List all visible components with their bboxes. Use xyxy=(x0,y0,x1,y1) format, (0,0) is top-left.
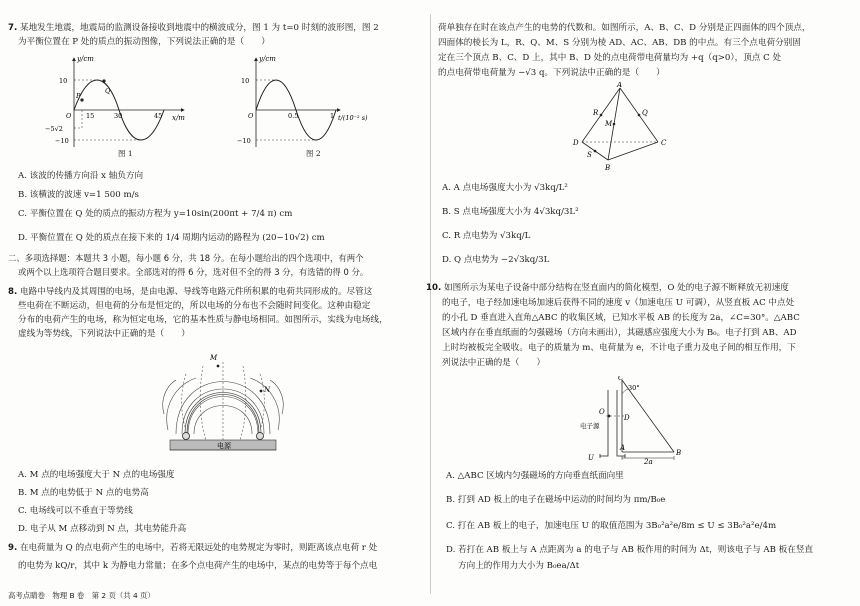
section2-line1: 二、多项选择题：本题共 3 小题，每小题 6 分，共 18 分。在每小题给出的四个选项中，有两个 xyxy=(8,253,364,263)
q10-line1: 10. 如图所示为某电子设备中部分结构在竖直面内的简化模型，O 处的电子源不断释放无初速度 xyxy=(426,283,789,293)
q7-fig2-ylabel: y/cm xyxy=(259,55,276,63)
q8-number: 8. xyxy=(8,287,18,297)
q10-label-o: O xyxy=(599,408,605,416)
q9-label-b: B xyxy=(605,164,611,172)
q9-line4: 四面体的棱长为 L，R、Q、M、S 分别为棱 AD、AC、AB、DB 的中点。有三个点电荷分别固 xyxy=(438,38,801,48)
q9-label-c: C xyxy=(661,139,667,147)
q9-option-c[interactable]: C. R 点电势为 √3kq/L xyxy=(442,231,531,241)
section2-line2: 或两个以上选项符合题目要求。全部选对的得 6 分，选对但不全的得 3 分，有选错的得 0 分。 xyxy=(18,267,369,277)
q9-label-q: Q xyxy=(642,109,648,117)
q10-option-d-line2[interactable]: 方向上的作用力大小为 B₀ea/Δt xyxy=(458,561,580,571)
q10-label-a: A xyxy=(620,444,626,452)
q8-line2: 些电荷在不断运动，但电荷的分布是恒定的，所以电场的分布也不会随时间变化。这种由稳定 xyxy=(18,301,371,311)
page-footer: 高考点睛卷 物理 B 卷 第 2 页（共 4 页） xyxy=(8,591,155,600)
q7-fig1-caption: 图 1 xyxy=(118,149,133,158)
q9-line6: 的点电荷带电荷量为 −√3 q。下列说法中正确的是（ ） xyxy=(438,68,665,78)
q9-option-b[interactable]: B. S 点电场强度大小为 4√3kq/3L² xyxy=(442,207,579,217)
q8-label-source: 电源 xyxy=(217,442,231,450)
q7-fig1-tick-y3: −10 xyxy=(55,137,69,145)
q10-label-d: D xyxy=(624,414,630,422)
q9-line3: 荷单独存在时在该点产生的电势的代数和。如图所示，A、B、C、D 分别是正四面体的四个顶点， xyxy=(438,23,811,33)
q9-label-d: D xyxy=(573,139,579,147)
q7-fig1-tick-x1: 15 xyxy=(86,112,95,120)
q8-option-a[interactable]: A. M 点的电场强度大于 N 点的电场强度 xyxy=(18,470,175,480)
q9-line2: 的电势为 kQ/r，其中 k 为静电力常量；在多个点电荷产生的电场中，某点的电势等于每个点电 xyxy=(18,561,378,571)
q7-fig2-tick-x2: 1 xyxy=(330,112,335,120)
q8-line3: 分布的电荷产生的电场，称为恒定电场，它的基本性质与静电场相同。如图所示，实线为电场线， xyxy=(18,315,388,325)
q7-fig1-tick-y2: −5√2 xyxy=(45,125,63,133)
q10-line3: 的小孔 D 垂直进入直角△ABC 的收集区域，已知水平板 AB 的长度为 2a，∠C=30°。△ABC xyxy=(442,313,800,323)
q10-option-d-line1[interactable]: D. 若打在 AB 板上与 A 点距离为 a 的电子与 AB 板作用的时间为 Δt，则该电子与 AB 板在竖直 xyxy=(446,545,814,555)
column-divider xyxy=(430,14,431,594)
q9-option-a[interactable]: A. A 点电场强度大小为 √3kq/L² xyxy=(442,183,568,193)
q7-fig1-tick-y1: 10 xyxy=(59,77,68,85)
q7-fig2-caption: 图 2 xyxy=(306,149,321,158)
q9-number: 9. xyxy=(8,543,18,553)
q7-fig1-xlabel: x/m xyxy=(172,114,185,122)
left-column xyxy=(8,0,422,606)
q10-line2: 的电子，电子经加速电场加速后获得不同的速度 v（加速电压 U 可调），从竖直板 AC 中点处 xyxy=(442,298,795,308)
q8-line4: 虚线为等势线，下列说法中正确的是（ ） xyxy=(18,329,190,339)
q7-option-d[interactable]: D. 平衡位置在 Q 处的质点在接下来的 1/4 周期内运动的路程为 (20−10√2) cm xyxy=(18,233,325,243)
q7-fig2-tick-y1: 10 xyxy=(241,77,250,85)
q10-label-source: 电子源 xyxy=(580,422,600,430)
q9-label-m: M xyxy=(605,120,613,128)
q10-option-b[interactable]: B. 打到 AD 板上的电子在磁场中运动的时间均为 πm/B₀e xyxy=(446,495,666,505)
q8-label-m: M xyxy=(210,354,218,362)
q7-fig1-tick-x2: 30 xyxy=(114,112,123,120)
q10-number: 10. xyxy=(426,283,442,293)
q7-fig2-tick-x1: 0.5 xyxy=(288,112,299,120)
q8-option-c[interactable]: C. 电场线可以不垂直于等势线 xyxy=(18,506,133,516)
q9-line1: 9. 在电荷量为 Q 的点电荷产生的电场中，若将无限远处的电势规定为零时，则距离该点电荷 r 处 xyxy=(8,543,378,553)
q8-figure-field xyxy=(158,344,288,460)
q8-label-n: N xyxy=(264,386,271,394)
q9-label-s: S xyxy=(587,151,592,159)
q8-line1: 8. 电路中导线内及其周围的电场，是由电源、导线等电路元件所积累的电荷共同形成的。尽管这 xyxy=(8,287,373,297)
q10-line5: 上时均被板完全吸收。电子的质量为 m、电荷量为 e，不计电子重力及电子间的相互作用，下 xyxy=(442,343,796,353)
q10-label-length: 2a xyxy=(644,458,653,464)
q10-figure-apparatus xyxy=(578,376,698,464)
q7-stem-line1: 7. 某地发生地震，地震局的监测设备接收到地震中的横波成分，图 1 为 t=0 时刻的波形图，图 2 xyxy=(8,23,379,33)
q10-line4: 区域内存在垂直纸面的匀强磁场（方向未画出），其磁感应强度大小为 B₀。电子打到 AB、AD xyxy=(442,328,797,338)
q9-line5: 定在三个顶点 B、C、D 上，其中 B、D 处的点电荷带电荷量均为 +q（q>0），顶点 C 处 xyxy=(438,53,782,63)
q7-fig1-tick-x3: 45 xyxy=(154,112,163,120)
q9-label-r: R xyxy=(593,109,599,117)
q7-fig1-label-q: Q xyxy=(105,87,111,95)
q10-line6: 列说法中正确的是（ ） xyxy=(442,358,546,368)
q8-option-d[interactable]: D. 电子从 M 点移动到 N 点，其电势能升高 xyxy=(18,524,187,534)
q9-figure-tetrahedron xyxy=(570,82,670,172)
q7-option-a[interactable]: A. 该波的传播方向沿 x 轴负方向 xyxy=(18,171,144,181)
right-column xyxy=(426,0,852,606)
q7-fig2-xlabel: t/(10⁻² s) xyxy=(338,114,368,122)
q10-option-c[interactable]: C. 打在 AB 板上的电子，加速电压 U 的取值范围为 3B₀²a²e/8m ≤ U ≤ 3B₀²a²e/4m xyxy=(446,521,777,531)
q10-label-b: B xyxy=(676,449,682,457)
q7-point-q-dot xyxy=(102,79,105,82)
q7-figure-1 xyxy=(44,52,194,152)
q7-fig1-label-p: P xyxy=(76,92,81,100)
q7-point-p-dot xyxy=(80,98,83,101)
q9-label-a: A xyxy=(617,82,623,89)
q9-option-d[interactable]: D. Q 点电势为 −2√3kq/3L xyxy=(442,255,550,265)
q7-fig1-ylabel: y/cm xyxy=(77,55,94,63)
q7-fig2-tick-o: O xyxy=(248,112,254,120)
q10-option-a[interactable]: A. △ABC 区域内匀强磁场的方向垂直纸面向里 xyxy=(446,471,624,481)
q7-fig2-tick-y2: −10 xyxy=(237,137,251,145)
q7-option-c[interactable]: C. 平衡位置在 Q 处的质点的振动方程为 y=10sin(200πt + 7/4 π) cm xyxy=(18,209,293,219)
q10-label-c: C xyxy=(618,376,624,382)
q7-fig1-tick-o: O xyxy=(66,112,72,120)
q7-figure-2 xyxy=(230,52,380,152)
q10-label-u: U xyxy=(588,454,594,462)
q10-label-angle: 30° xyxy=(628,384,640,392)
q7-stem-line2: 为平衡位置在 P 处的质点的振动图像，下列说法正确的是（ ） xyxy=(18,37,270,47)
q7-option-b[interactable]: B. 该横波的波速 v=1 500 m/s xyxy=(18,190,139,200)
q7-number: 7. xyxy=(8,23,18,33)
q8-option-b[interactable]: B. M 点的电势低于 N 点的电势高 xyxy=(18,488,149,498)
